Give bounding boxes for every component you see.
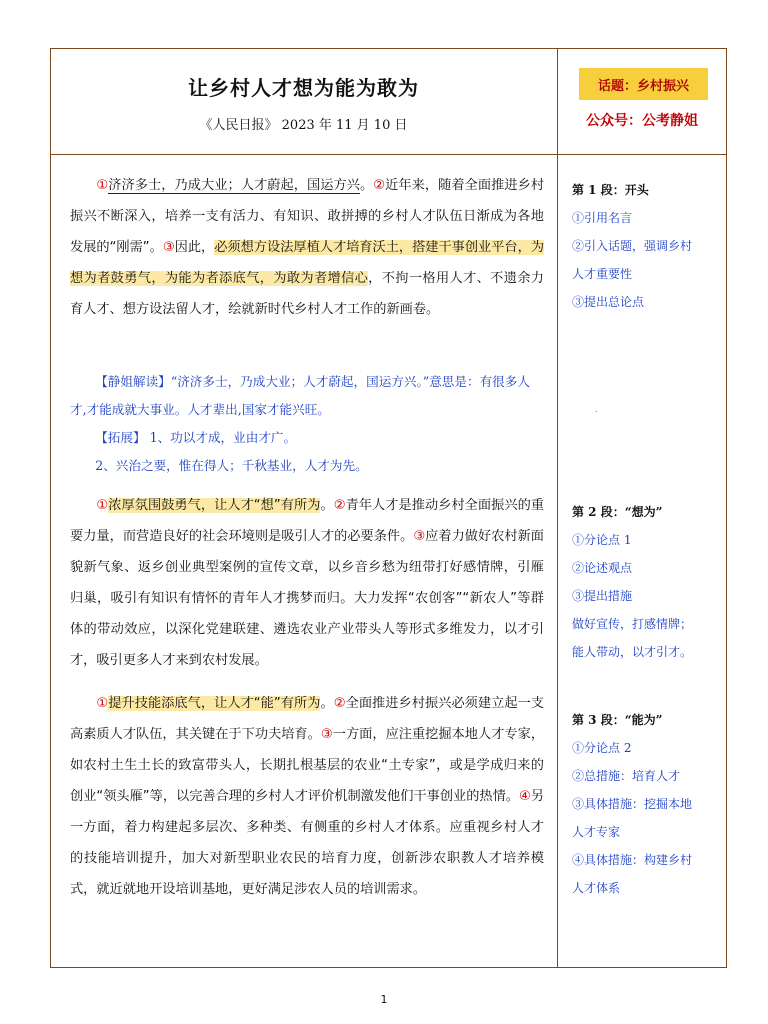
side-item: ①分论点 2	[572, 741, 632, 755]
marker: ①	[96, 178, 109, 193]
subpoint-highlight: 提升技能添底气，让人才“能”有所为	[108, 696, 321, 711]
note-line: 【静姐解读】“济济多士，乃成大业；人才蔚起，国运方兴。”意思是：有很多人才,才能成就大事业。人才辈出,国家才能兴旺。	[70, 374, 530, 417]
subpoint-highlight: 浓厚氛围鼓勇气，让人才“想”有所为	[108, 498, 321, 513]
marker: ③	[162, 240, 175, 255]
sentence: 一方面，应注重挖掘本地人才专家，如农村土生土长的致富带头人，长期扎根基层的农业“土专家”，或是学成归来的创业“领头雁”等，以完善合理的乡村人才评价机制激发他们干事创业的热情。	[70, 727, 545, 804]
header-divider	[50, 154, 727, 155]
side-item: 人才体系	[572, 881, 621, 895]
punct: 。	[320, 696, 334, 711]
side-heading: 第 3 段：“能为”	[572, 713, 663, 727]
sentence: ，不拘一格用人才、不遗余力育人才、想方设法留人才，绘就新时代乡村人才工作的新画卷。	[70, 271, 544, 317]
side-note-2	[572, 498, 720, 666]
side-item: ③提出总论点	[572, 295, 645, 309]
marker: ③	[413, 529, 426, 544]
paragraph-2	[70, 490, 544, 676]
paragraph-3	[70, 688, 544, 905]
side-heading: 第 2 段：“想为”	[572, 505, 663, 519]
punct: 。	[359, 178, 374, 193]
side-note-3	[572, 706, 720, 902]
side-item: ③具体措施：挖掘本地	[572, 797, 693, 811]
side-item: 能人带动，以才引才。	[572, 645, 693, 659]
thesis-highlight: 必须想方设法厚植人才培育沃土，搭建干事创业平台，为想为者鼓勇气，为能为者添底气，为敢为者增信心	[70, 240, 545, 286]
topic-badge: 话题：乡村振兴	[579, 68, 708, 100]
paragraph-1	[70, 170, 544, 325]
account-label: 公众号：公考静姐	[586, 113, 698, 129]
marker: ②	[373, 178, 386, 193]
side-item: 做好宣传，打感情牌；	[572, 617, 693, 631]
side-item: ①分论点 1	[572, 533, 632, 547]
interpretation-note	[70, 368, 544, 480]
marker: ④	[518, 789, 531, 804]
article-source: 《人民日报》 2023 年 11 月 10 日	[199, 118, 408, 133]
sentence: 应着力做好农村新面貌新气象、返乡创业典型案例的宣传文章，以乡音乡愁为纽带打好感情牌，引雁归巢，吸引有知识有情怀的青年人才携梦而归。大力发挥“农创客”“新农人”等群体的带动效应，以深化党建联建、遴选农业产业带头人等形式多维发力，以才引才，吸引更多人才来到农村发展。	[70, 529, 544, 668]
punct: 。	[320, 498, 334, 513]
note-line: 2、兴治之要，惟在得人；千秋基业，人才为先。	[95, 458, 368, 473]
marker: ②	[333, 498, 346, 513]
side-item: 人才重要性	[572, 267, 633, 281]
sentence: 青年人才是推动乡村全面振兴的重要力量，而营造良好的社会环境则是吸引人才的必要条件。	[70, 498, 545, 544]
page-number: 1	[380, 993, 388, 1006]
marker: ①	[96, 498, 109, 513]
side-item: ②引入话题，强调乡村	[572, 239, 693, 253]
column-divider	[557, 48, 558, 968]
sentence: 近年来，随着全面推进乡村振兴不断深入，培养一支有活力、有知识、敢拼搏的乡村人才队伍日渐成为各地发展的“刚需”。	[70, 178, 545, 255]
side-item: 人才专家	[572, 825, 621, 839]
marker: ②	[333, 696, 346, 711]
side-item: ④具体措施：构建乡村	[572, 853, 693, 867]
marker: ①	[96, 696, 109, 711]
side-item: ②总措施：培育人才	[572, 769, 681, 783]
sentence: 因此，	[174, 240, 215, 255]
marker: ③	[320, 727, 333, 742]
side-heading: 第 1 段：开头	[572, 183, 649, 197]
side-note-1	[572, 176, 720, 316]
side-item: ③提出措施	[572, 589, 633, 603]
quote-sentence: 济济多士，乃成大业；人才蔚起，国运方兴	[108, 178, 360, 193]
side-item: ①引用名言	[572, 211, 633, 225]
side-item: ②论述观点	[572, 561, 633, 575]
sentence: 全面推进乡村振兴必须建立起一支高素质人才队伍，其关键在于下功夫培育。	[70, 696, 545, 742]
article-title: 让乡村人才想为能为敢为	[188, 76, 419, 100]
stray-dot: .	[595, 405, 598, 414]
note-line: 【拓展】 1、功以才成，业由才广。	[95, 430, 297, 445]
sentence: 另一方面，着力构建起多层次、多种类、有侧重的乡村人才体系。应重视乡村人才的技能培训提升，加大对新型职业农民的培育力度，创新涉农职教人才培养模式，就近就地开设培训基地，更好满足涉农人员的培训需求。	[70, 789, 544, 897]
